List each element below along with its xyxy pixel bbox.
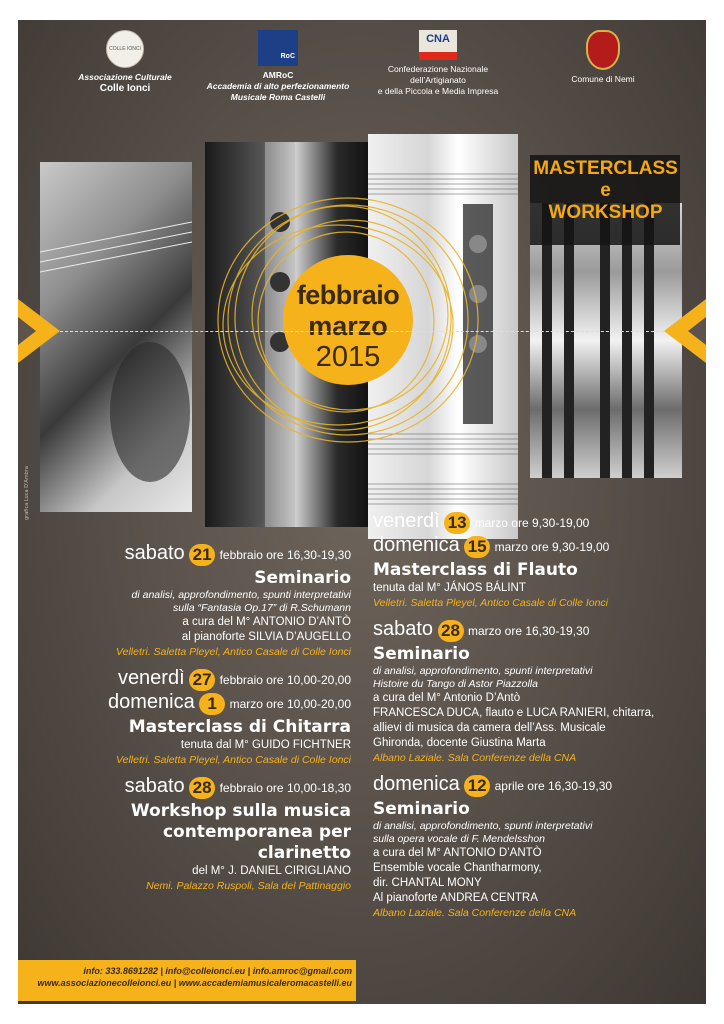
event-date: sabato 28 febbraio ore 10,00-18,30 <box>124 775 351 797</box>
poster <box>18 20 706 1004</box>
cna-logo-icon: CNA <box>419 30 457 60</box>
date-number-badge: 15 <box>464 536 490 558</box>
event-title: Seminario <box>373 799 470 819</box>
contact-footer <box>18 960 356 1001</box>
arrow-right-inner-icon <box>688 317 706 345</box>
event-location: Velletri. Saletta Pleyel, Antico Casale di Colle Ionci <box>115 646 351 658</box>
event-date: sabato 21 febbraio ore 16,30-19,30 <box>124 542 351 564</box>
colle-ionci-logo-icon: COLLE IONCI <box>106 30 144 68</box>
header-logos <box>18 20 706 135</box>
event-masterclass-chitarra: venerdì 27 febbraio ore 10,00-20,00 domenica 1 marzo ore 10,00-20,00 Masterclass di Chitarra tenuta dal M° GUIDO FICHTNER Velletri. Saletta Pleyel, Antico Casale di Colle Ionci <box>18 667 351 767</box>
event-title: Seminario <box>373 644 470 664</box>
photo-credit: grafica Luca D'Ambra <box>24 466 30 520</box>
event-seminario-28-marzo: sabato 28 marzo ore 16,30-19,30 Seminario di analisi, approfondimento, spunti interpretativi Histoire du Tango di Astor Piazzolla a cura del M° Antonio D’Antò FRANCESCA DUCA, flauto e LUCA RANIERI, chitarra, allievi di musica da camera dell’Ass. Musicale Ghironda, docente Giustina Marta Albano Laziale. Sala Conferenze della CNA <box>373 618 703 765</box>
date-number-badge: 1 <box>199 693 225 715</box>
org-colle-ionci: COLLE IONCI Associazione Culturale Colle Ionci <box>70 30 180 94</box>
event-seminario-21-febbraio: sabato 21 febbraio ore 16,30-19,30 Seminario di analisi, approfondimento, spunti interpretativi sulla “Fantasia Op.17” di R.Schumann a cura del M° ANTONIO D’ANTÒ al pianoforte SILVIA D’AUGELLO Velletri. Saletta Pleyel, Antico Casale di Colle Ionci <box>18 542 351 659</box>
dashed-divider <box>40 331 684 332</box>
org-amroc: RoC AMRoC Accademia di alto perfezionamento Musicale Roma Castelli <box>198 30 358 103</box>
event-location: Velletri. Saletta Pleyel, Antico Casale di Colle Ionci <box>373 597 609 609</box>
date-range: febbraio marzo 2015 <box>296 280 400 373</box>
contact-info[interactable]: info: 333.8691282 | info@colleionci.eu | info.amroc@gmail.com <box>83 966 352 976</box>
date-number-badge: 27 <box>189 669 215 691</box>
event-seminario-12-aprile: domenica 12 aprile ore 16,30-19,30 Seminario di analisi, approfondimento, spunti interpretativi sulla opera vocale di F. Mendelsshon a cura del M° ANTONIO D’ANTÒ Ensemble vocale Chantharmony, dir. CHANTAL MONY Al pianoforte ANDREA CENTRA Albano Laziale. Sala Conferenze della CNA <box>373 773 703 920</box>
event-location: Nemi. Palazzo Ruspoli, Sala del Pattinaggio <box>146 880 351 892</box>
masterclass-title: MASTERCLASS e WORKSHOP <box>533 158 678 223</box>
date-number-badge: 28 <box>438 620 464 642</box>
event-date: venerdì 13 marzo ore 9,30-19,00 <box>373 510 590 532</box>
event-date: domenica 15 marzo ore 9,30-19,00 <box>373 534 610 556</box>
event-location: Albano Laziale. Sala Conferenze della CNA <box>373 907 577 919</box>
event-masterclass-flauto: venerdì 13 marzo ore 9,30-19,00 domenica 15 marzo ore 9,30-19,00 Masterclass di Flauto tenuta dal M° JÁNOS BÁLINT Velletri. Saletta Pleyel, Antico Casale di Colle Ionci <box>373 510 703 610</box>
event-title: Masterclass di Flauto <box>373 560 578 580</box>
website-links[interactable]: www.associazionecolleionci.eu | www.accademiamusicaleromacastelli.eu <box>37 978 352 988</box>
amroc-logo-icon: RoC <box>258 30 298 66</box>
org-cna: CNA Confederazione Nazionale dell’Artigianato e della Piccola e Media Impresa <box>363 30 513 97</box>
date-number-badge: 13 <box>444 512 470 534</box>
event-location: Velletri. Saletta Pleyel, Antico Casale di Colle Ionci <box>115 754 351 766</box>
event-workshop-clarinetto: sabato 28 febbraio ore 10,00-18,30 Workshop sulla musica contemporanea per clarinetto del M° J. DANIEL CIRIGLIANO Nemi. Palazzo Ruspoli, Sala del Pattinaggio <box>18 775 351 893</box>
date-number-badge: 12 <box>464 775 490 797</box>
events-left <box>18 542 351 901</box>
event-date: sabato 28 marzo ore 16,30-19,30 <box>373 618 590 640</box>
event-title: Masterclass di Chitarra <box>128 717 351 737</box>
event-title: Workshop sulla musica <box>130 801 351 821</box>
nemi-crest-icon <box>586 30 620 70</box>
events-right <box>373 510 703 928</box>
event-date: venerdì 27 febbraio ore 10,00-20,00 <box>117 667 351 689</box>
event-location: Albano Laziale. Sala Conferenze della CNA <box>373 752 577 764</box>
date-number-badge: 21 <box>189 544 215 566</box>
guitar-photo <box>40 162 192 512</box>
arrow-left-inner-icon <box>18 317 36 345</box>
event-date: domenica 1 marzo ore 10,00-20,00 <box>107 691 351 713</box>
date-number-badge: 28 <box>189 777 215 799</box>
guitar-strings-icon <box>40 162 192 512</box>
org-comune-nemi: Comune di Nemi <box>558 30 648 85</box>
event-title: Seminario <box>254 568 351 588</box>
event-date: domenica 12 aprile ore 16,30-19,30 <box>373 773 613 795</box>
